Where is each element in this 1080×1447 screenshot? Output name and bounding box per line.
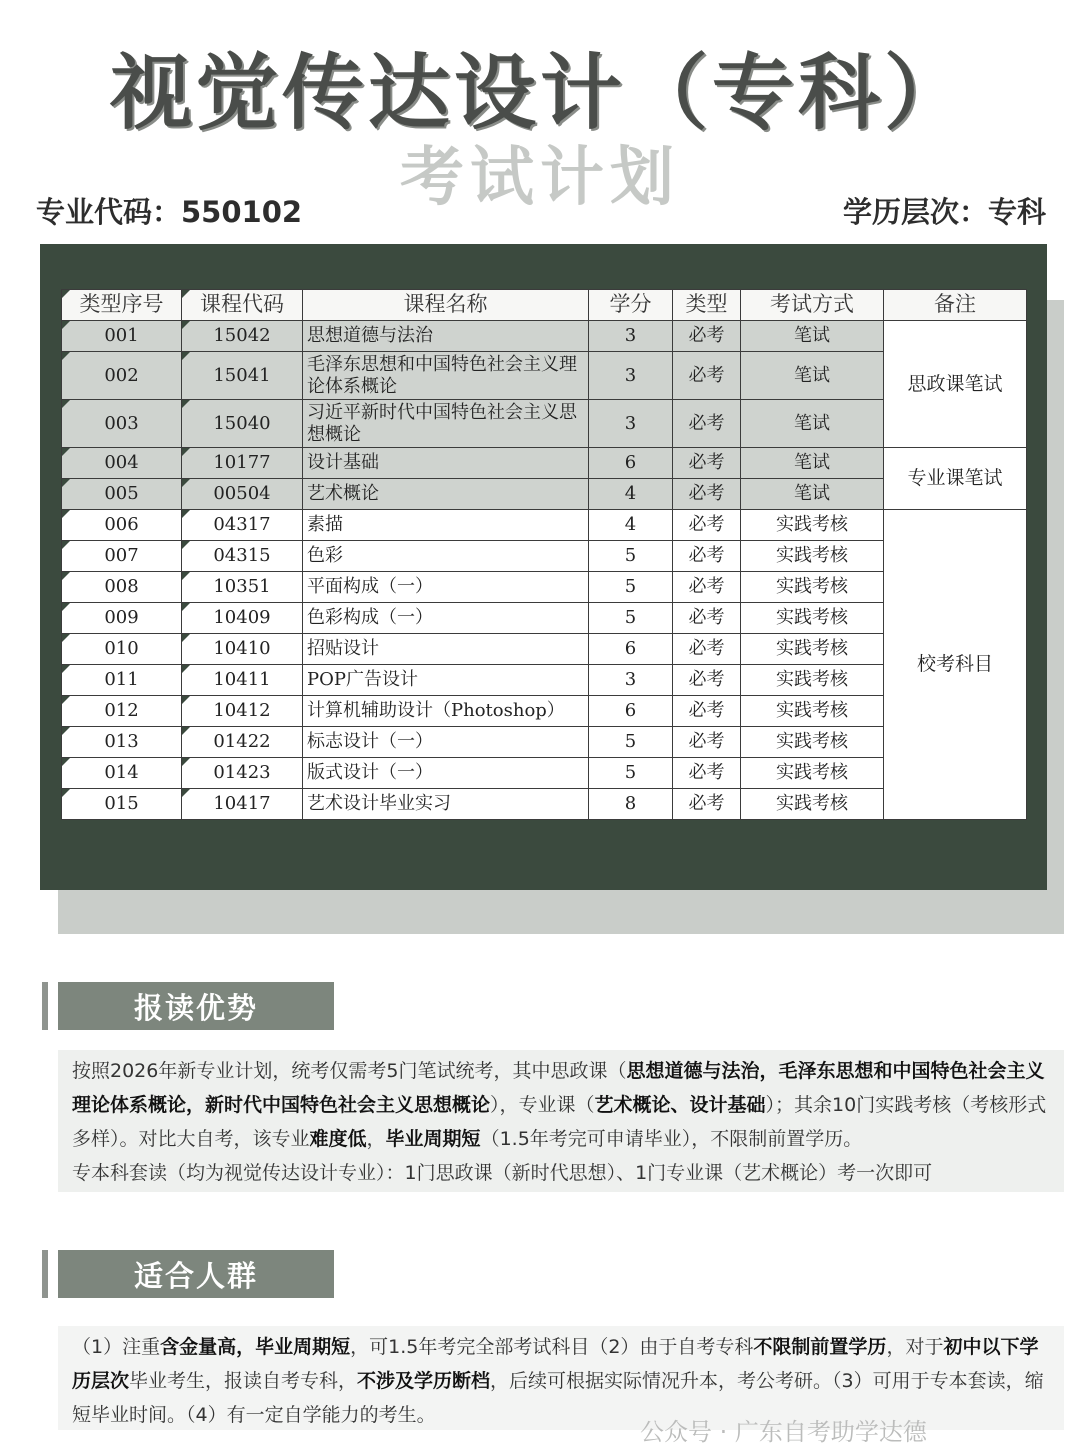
cell-no: 012 (62, 696, 182, 727)
advantage-highlight: 艺术概论、设计基础 (594, 1094, 766, 1116)
cell-no: 008 (62, 572, 182, 603)
col-header-credit: 学分 (589, 290, 673, 321)
section-accent-bar (42, 982, 48, 1030)
cell-code: 10410 (182, 634, 303, 665)
cell-type: 必考 (673, 696, 741, 727)
watermark: 公众号 · 广东自考助学达德 (640, 1418, 927, 1446)
cell-no: 005 (62, 479, 182, 510)
cell-method: 笔试 (741, 448, 884, 479)
col-header-no: 类型序号 (62, 290, 182, 321)
table-row (62, 479, 1027, 510)
cell-code: 01423 (182, 758, 303, 789)
cell-no: 003 (62, 400, 182, 448)
cell-credit: 5 (589, 541, 673, 572)
cell-code: 10409 (182, 603, 303, 634)
cell-code: 01422 (182, 727, 303, 758)
advantage-highlight: 难度低 (309, 1128, 367, 1150)
cell-no: 006 (62, 510, 182, 541)
cell-code: 04315 (182, 541, 303, 572)
cell-type: 必考 (673, 758, 741, 789)
page-subtitle: 考试计划 (400, 141, 680, 215)
section-heading-audience: 适合人群 (58, 1250, 334, 1298)
audience-text-part: ，可1.5年考完全部考试科目（2）由于自考专科 (350, 1336, 754, 1358)
table-row (62, 634, 1027, 665)
cell-no: 004 (62, 448, 182, 479)
cell-name: 素描 (303, 510, 589, 541)
cell-no: 009 (62, 603, 182, 634)
col-header-note: 备注 (884, 290, 1027, 321)
cell-method: 实践考核 (741, 696, 884, 727)
audience-text-part: ，对于 (886, 1336, 944, 1358)
cell-type: 必考 (673, 541, 741, 572)
cell-method: 实践考核 (741, 758, 884, 789)
table-row (62, 321, 1027, 352)
table-row (62, 789, 1027, 820)
cell-code: 15042 (182, 321, 303, 352)
cell-name: 艺术设计毕业实习 (303, 789, 589, 820)
cell-no: 002 (62, 352, 182, 400)
major-code: 专业代码：550102 (36, 195, 303, 229)
cell-code: 04317 (182, 510, 303, 541)
cell-name: 招贴设计 (303, 634, 589, 665)
cell-no: 011 (62, 665, 182, 696)
advantage-text-part: ）；其余10门实践考核（考核形式多样）。对比大自考，该专业 (72, 1094, 1047, 1150)
cell-no: 015 (62, 789, 182, 820)
cell-credit: 5 (589, 603, 673, 634)
cell-method: 笔试 (741, 400, 884, 448)
cell-method: 实践考核 (741, 572, 884, 603)
table-header-row (62, 290, 1027, 321)
cell-name: 版式设计（一） (303, 758, 589, 789)
cell-type: 必考 (673, 479, 741, 510)
advantage-highlight: 思想道德与法治，毛泽东思想和中国特色社会主义理论体系概论，新时代中国特色社会主义思想概论 (72, 1060, 1045, 1116)
table-row (62, 352, 1027, 400)
cell-name: POP广告设计 (303, 665, 589, 696)
table-row (62, 448, 1027, 479)
audience-highlight: 不限制前置学历 (753, 1336, 887, 1358)
advantage-text-part: 按照2026年新专业计划，统考仅需考5门笔试统考，其中思政课（ (72, 1060, 627, 1082)
table-row (62, 572, 1027, 603)
col-header-code: 课程代码 (182, 290, 303, 321)
col-header-name: 课程名称 (303, 290, 589, 321)
advantage-highlight: 毕业周期短 (385, 1128, 481, 1150)
cell-code: 15040 (182, 400, 303, 448)
cell-code: 10177 (182, 448, 303, 479)
note-school: 校考科目 (884, 510, 1027, 820)
cell-credit: 5 (589, 758, 673, 789)
advantage-text (58, 1050, 1064, 1192)
cell-name: 标志设计（一） (303, 727, 589, 758)
cell-name: 习近平新时代中国特色社会主义思想概论 (303, 400, 589, 448)
col-header-method: 考试方式 (741, 290, 884, 321)
cell-type: 必考 (673, 400, 741, 448)
cell-code: 10417 (182, 789, 303, 820)
cell-name: 平面构成（一） (303, 572, 589, 603)
cell-no: 010 (62, 634, 182, 665)
cell-code: 10351 (182, 572, 303, 603)
audience-text-part: （1）注重 (72, 1336, 161, 1358)
cell-method: 实践考核 (741, 665, 884, 696)
cell-type: 必考 (673, 789, 741, 820)
cell-method: 笔试 (741, 479, 884, 510)
cell-method: 实践考核 (741, 541, 884, 572)
cell-type: 必考 (673, 603, 741, 634)
cell-method: 笔试 (741, 352, 884, 400)
cell-name: 设计基础 (303, 448, 589, 479)
cell-method: 实践考核 (741, 510, 884, 541)
table-row (62, 510, 1027, 541)
cell-name: 毛泽东思想和中国特色社会主义理论体系概论 (303, 352, 589, 400)
cell-code: 10412 (182, 696, 303, 727)
table-row (62, 758, 1027, 789)
cell-type: 必考 (673, 634, 741, 665)
cell-credit: 3 (589, 665, 673, 696)
cell-method: 实践考核 (741, 634, 884, 665)
cell-credit: 5 (589, 572, 673, 603)
cell-code: 10411 (182, 665, 303, 696)
table-row (62, 541, 1027, 572)
cell-credit: 6 (589, 448, 673, 479)
exam-plan-table (61, 289, 1027, 820)
cell-name: 色彩 (303, 541, 589, 572)
advantage-text-part: 专本科套读（均为视觉传达设计专业）：1门思政课（新时代思想）、1门专业课（艺术概论）考一次即可 (72, 1162, 933, 1184)
cell-name: 艺术概论 (303, 479, 589, 510)
cell-type: 必考 (673, 321, 741, 352)
cell-credit: 6 (589, 696, 673, 727)
cell-name: 色彩构成（一） (303, 603, 589, 634)
advantage-text-part: （1.5年考完可申请毕业），不限制前置学历。 (480, 1128, 863, 1150)
section-heading-advantage: 报读优势 (58, 982, 334, 1030)
cell-method: 实践考核 (741, 727, 884, 758)
cell-credit: 4 (589, 510, 673, 541)
cell-credit: 4 (589, 479, 673, 510)
audience-highlight: 含金量高，毕业周期短 (160, 1336, 351, 1358)
cell-type: 必考 (673, 572, 741, 603)
cell-credit: 3 (589, 400, 673, 448)
cell-credit: 8 (589, 789, 673, 820)
cell-credit: 5 (589, 727, 673, 758)
audience-highlight: 初中以下学历层次 (72, 1336, 1039, 1392)
page-title: 视觉传达设计（专科） (109, 46, 970, 141)
note-politics: 思政课笔试 (884, 321, 1027, 448)
col-header-type: 类型 (673, 290, 741, 321)
cell-type: 必考 (673, 352, 741, 400)
cell-name: 计算机辅助设计（Photoshop） (303, 696, 589, 727)
audience-highlight: 不涉及学历断档 (357, 1370, 491, 1392)
education-level: 学历层次：专科 (842, 195, 1046, 229)
audience-text-part: ，后续可根据实际情况升本，考公考研。（3）可用于专本套读，缩短毕业时间。（4）有一定自学能力的考生。 (72, 1370, 1044, 1426)
table-row (62, 603, 1027, 634)
cell-code: 00504 (182, 479, 303, 510)
cell-no: 001 (62, 321, 182, 352)
cell-credit: 3 (589, 352, 673, 400)
cell-no: 007 (62, 541, 182, 572)
cell-type: 必考 (673, 727, 741, 758)
cell-credit: 6 (589, 634, 673, 665)
table-row (62, 400, 1027, 448)
cell-method: 实践考核 (741, 603, 884, 634)
audience-text-part: 毕业考生，报读自考专科， (129, 1370, 358, 1392)
cell-no: 013 (62, 727, 182, 758)
cell-type: 必考 (673, 665, 741, 696)
note-major: 专业课笔试 (884, 448, 1027, 510)
cell-method: 实践考核 (741, 789, 884, 820)
cell-type: 必考 (673, 510, 741, 541)
cell-method: 笔试 (741, 321, 884, 352)
cell-credit: 3 (589, 321, 673, 352)
table-row (62, 665, 1027, 696)
cell-code: 15041 (182, 352, 303, 400)
advantage-text-part: ， (366, 1128, 386, 1150)
table-row (62, 727, 1027, 758)
cell-type: 必考 (673, 448, 741, 479)
cell-no: 014 (62, 758, 182, 789)
advantage-text-part: ），专业课（ (490, 1094, 595, 1116)
cell-name: 思想道德与法治 (303, 321, 589, 352)
section-accent-bar (42, 1250, 48, 1298)
table-row (62, 696, 1027, 727)
